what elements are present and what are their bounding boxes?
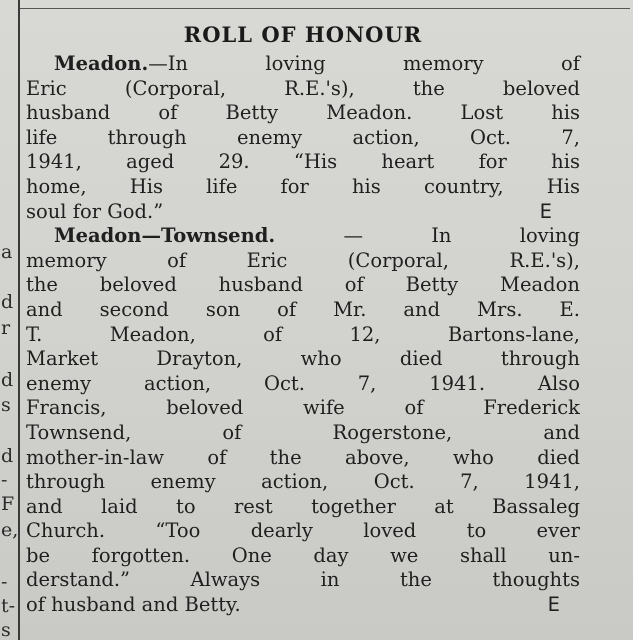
notice-line: Church. “Too dearly loved to ever [26, 519, 580, 543]
notice-line: husband of Betty Meadon. Lost his [26, 101, 580, 125]
adjacent-column-fragments [0, 0, 18, 640]
fragment: - [1, 469, 8, 491]
fragment: s [1, 394, 11, 416]
fragment: d [1, 369, 14, 391]
notice-line: Townsend, of Rogerstone, and [26, 420, 580, 444]
fragment: a [1, 241, 13, 263]
fragment: F [1, 493, 15, 515]
notice-line: enemy action, Oct. 7, 1941. Also [26, 371, 580, 395]
fragment: e, [1, 519, 19, 541]
notice-surname: Meadon. [54, 52, 149, 75]
notice-line: and laid to rest together at Bassaleg [26, 494, 580, 518]
notice-line: life through enemy action, Oct. 7, [26, 125, 580, 149]
notice-line: Eric (Corporal, R.E.'s), the beloved [26, 76, 580, 100]
memorial-notice-2 [26, 224, 580, 618]
fragment: s [1, 619, 11, 640]
top-rule [20, 8, 630, 9]
notice-initial: E [547, 593, 560, 617]
notice-line: through enemy action, Oct. 7, 1941, [26, 470, 580, 494]
notice-line: Market Drayton, who died through [26, 347, 580, 371]
notice-line: memory of Eric (Corporal, R.E.'s), [26, 248, 580, 272]
notice-line: mother-in-law of the above, who died [26, 445, 580, 469]
fragment: t- [1, 595, 16, 617]
section-heading: ROLL OF HONOUR [183, 22, 423, 47]
notice-heading: Meadon—Townsend. [54, 224, 276, 248]
notice-line: derstand.” Always in the thoughts [26, 568, 580, 592]
notice-initial: E [539, 199, 552, 223]
notice-line: T. Meadon, of 12, Bartons-lane, [26, 322, 580, 346]
column-rule [18, 0, 20, 640]
fragment: d [1, 291, 14, 313]
notice-line: home, His life for his country, His [26, 174, 580, 198]
notice-line: Meadon—Townsend. — In loving [54, 224, 580, 248]
notice-line: Meadon.—In loving memory of [54, 52, 580, 75]
notice-line: Francis, beloved wife of Frederick [26, 396, 580, 420]
notice-line: of husband and Betty. E [26, 593, 560, 617]
notice-line: 1941, aged 29. “His heart for his [26, 150, 580, 174]
roll-of-honour-column [26, 18, 580, 618]
fragment: r [1, 317, 11, 339]
notice-line: the beloved husband of Betty Meadon [26, 273, 580, 297]
fragment: - [1, 571, 8, 593]
notice-line: and second son of Mr. and Mrs. E. [26, 297, 580, 321]
notice-line: be forgotten. One day we shall un- [26, 543, 580, 567]
notice-line: soul for God.” E [26, 199, 552, 223]
memorial-notice-1 [26, 52, 580, 224]
fragment: d [1, 445, 14, 467]
